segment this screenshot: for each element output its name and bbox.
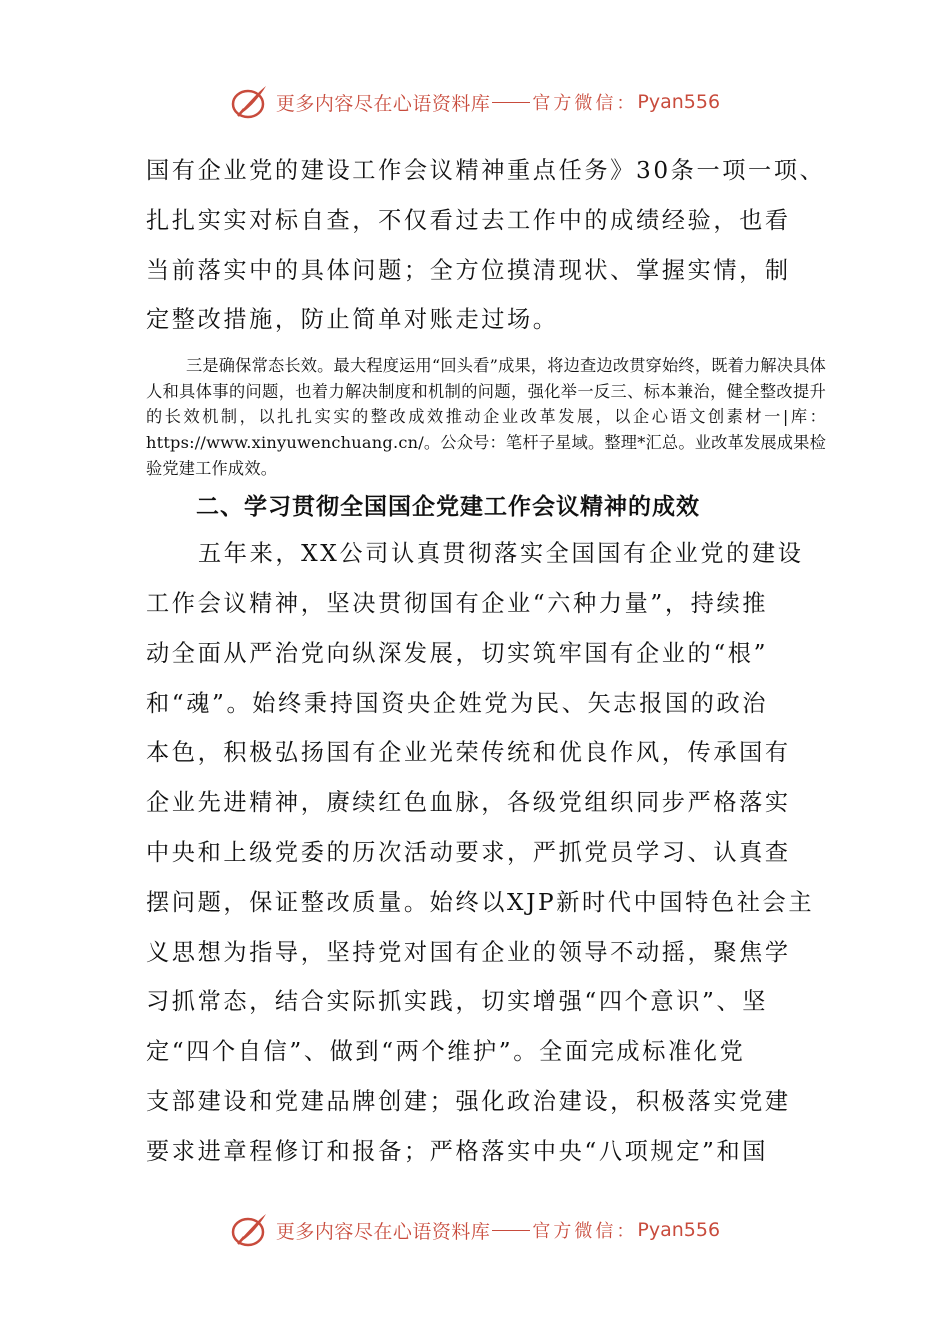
text-line: 义思想为指导，坚持党对国有企业的领导不动摇，聚焦学 — [146, 938, 791, 966]
quill-logo-icon — [230, 1210, 270, 1250]
banner-wechat-label: 官方微信： — [532, 1221, 638, 1242]
document-body — [146, 146, 826, 1177]
section-heading: 二、学习贯彻全国国企党建工作会议精神的成效 — [196, 494, 700, 521]
text-line: 要求进章程修订和报备；严格落实中央“八项规定”和国 — [146, 1137, 769, 1165]
banner-text: 更多内容尽在心语资料库 — [275, 92, 491, 115]
text-line: 定整改措施，防止简单对账走过场。 — [146, 306, 559, 334]
small-paragraph: 三是确保常态长效。最大程度运用“回头看”成果，将边查边改贯穿始终，既着力解决具体人和具体事的问题，也着力解决制度和机制的问题，强化举一反三、标本兼治，健全整改提升的长效机制，以扎扎实实的整改成效推动企业改革发展，以企心语文创素材一|库：https://www.xinyuwenchuang.cn/。公众号：笔杆子星域。整理*汇总。业改革发展成果检验党建工作成效。 — [146, 356, 826, 478]
banner-dash — [492, 102, 530, 103]
paragraph-continuation — [146, 146, 826, 345]
banner-dash — [492, 1230, 530, 1231]
text-line: 支部建设和党建品牌创建；强化政治建设，积极落实党建 — [146, 1087, 791, 1115]
quill-logo-icon — [230, 82, 270, 122]
text-line: 本色，积极弘扬国有企业光荣传统和优良作风，传承国有 — [146, 739, 791, 767]
text-line: 国有企业党的建设工作会议精神重点任务》30条一项一项、 — [146, 157, 826, 184]
banner-text: 更多内容尽在心语资料库 — [275, 1220, 491, 1243]
footer-banner — [0, 1208, 950, 1252]
text-line: 当前落实中的具体问题；全方位摸清现状、掌握实情，制 — [146, 256, 791, 284]
text-line: 企业先进精神，赓续红色血脉，各级党组织同步严格落实 — [146, 789, 791, 817]
banner-wechat-label: 官方微信： — [532, 93, 638, 114]
banner-wechat-id: Pyan556 — [637, 1219, 721, 1241]
text-line: 定“四个自信”、做到“两个维护”。全面完成标准化党 — [146, 1038, 746, 1066]
text-line: 和“魂”。始终秉持国资央企姓党为民、矢志报国的政治 — [146, 689, 769, 717]
text-line: 五年来，XX公司认真贯彻落实全国国有企业党的建设 — [198, 540, 804, 568]
paragraph-achievements — [146, 529, 826, 1176]
header-banner — [0, 80, 950, 124]
text-line: 扎扎实实对标自查，不仅看过去工作中的成绩经验，也看 — [146, 206, 791, 234]
banner-wechat-id: Pyan556 — [637, 91, 721, 113]
text-line: 中央和上级党委的历次活动要求，严抓党员学习、认真查 — [146, 838, 791, 866]
text-line: 习抓常态，结合实际抓实践，切实增强“四个意识”、坚 — [146, 988, 769, 1016]
text-line: 动全面从严治党向纵深发展，切实筑牢国有企业的“根” — [146, 639, 769, 667]
text-line: 工作会议精神，坚决贯彻国有企业“六种力量”，持续推 — [146, 589, 769, 617]
text-line: 摆问题，保证整改质量。始终以XJP新时代中国特色社会主 — [146, 888, 815, 916]
